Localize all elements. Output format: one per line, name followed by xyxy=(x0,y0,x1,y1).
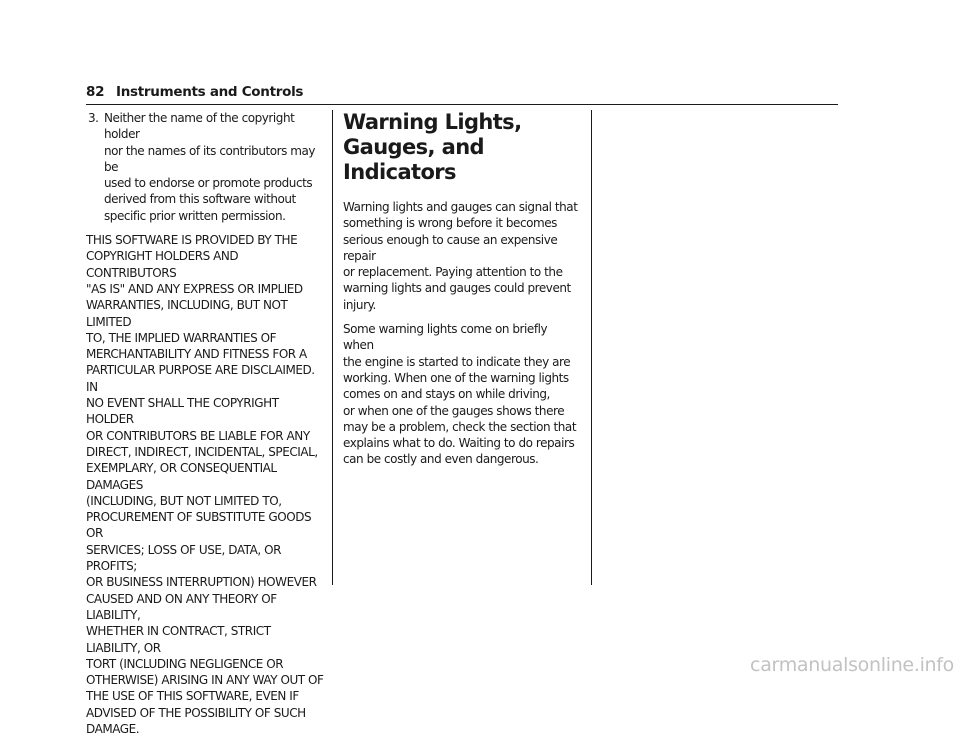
body-paragraph-1: Warning lights and gauges can signal that something is wrong before it becomes serious enough to cause an expensive repair or replacement. Paying attention to the warning lights and gauges could prevent injury. xyxy=(343,200,578,312)
list-item-text: Neither the name of the copyright holder nor the names of its contributors may be used to endorse or promote products derived from this software without specific prior written permission. xyxy=(104,111,316,223)
section-title: Instruments and Controls xyxy=(116,84,304,100)
column-divider xyxy=(591,110,592,585)
list-item xyxy=(86,110,324,224)
page-header xyxy=(86,84,838,105)
left-column xyxy=(86,110,324,745)
page-number: 82 xyxy=(86,84,105,100)
list-item-number: 3. xyxy=(88,111,99,125)
disclaimer-paragraph: THIS SOFTWARE IS PROVIDED BY THE COPYRIGHT HOLDERS AND CONTRIBUTORS "AS IS" AND ANY EXPRESS OR IMPLIED WARRANTIES, INCLUDING, BUT NOT LIMITED TO, THE IMPLIED WARRANTIES OF MERCHANTABILITY AND FITNESS FOR A PARTICULAR PURPOSE ARE DISCLAIMED. IN NO EVENT SHALL THE COPYRIGHT HOLDER OR CONTRIBUTORS BE LIABLE FOR ANY DIRECT, INDIRECT, INCIDENTAL, SPECIAL, EXEMPLARY, OR CONSEQUENTIAL DAMAGES (INCLUDING, BUT NOT LIMITED TO, PROCUREMENT OF SUBSTITUTE GOODS OR SERVICES; LOSS OF USE, DATA, OR PROFITS; OR BUSINESS INTERRUPTION) HOWEVER CAUSED AND ON ANY THEORY OF LIABILITY, WHETHER IN CONTRACT, STRICT LIABILITY, OR TORT (INCLUDING NEGLIGENCE OR OTHERWISE) ARISING IN ANY WAY OUT OF THE USE OF THIS SOFTWARE, EVEN IF ADVISED OF THE POSSIBILITY OF SUCH DAMAGE. xyxy=(86,233,324,736)
section-heading: Warning Lights, Gauges, and Indicators xyxy=(343,110,522,184)
middle-column xyxy=(343,110,579,476)
body-paragraph-2: Some warning lights come on briefly when the engine is started to indicate they are working. When one of the warning lights comes on and stays on while driving, or when one of the gauges shows there may be a problem, check the section that explains what to do. Waiting to do repairs can be costly and even dangerous. xyxy=(343,322,577,467)
column-divider xyxy=(332,110,333,585)
watermark-text: carmanualsonline.info xyxy=(750,654,954,676)
